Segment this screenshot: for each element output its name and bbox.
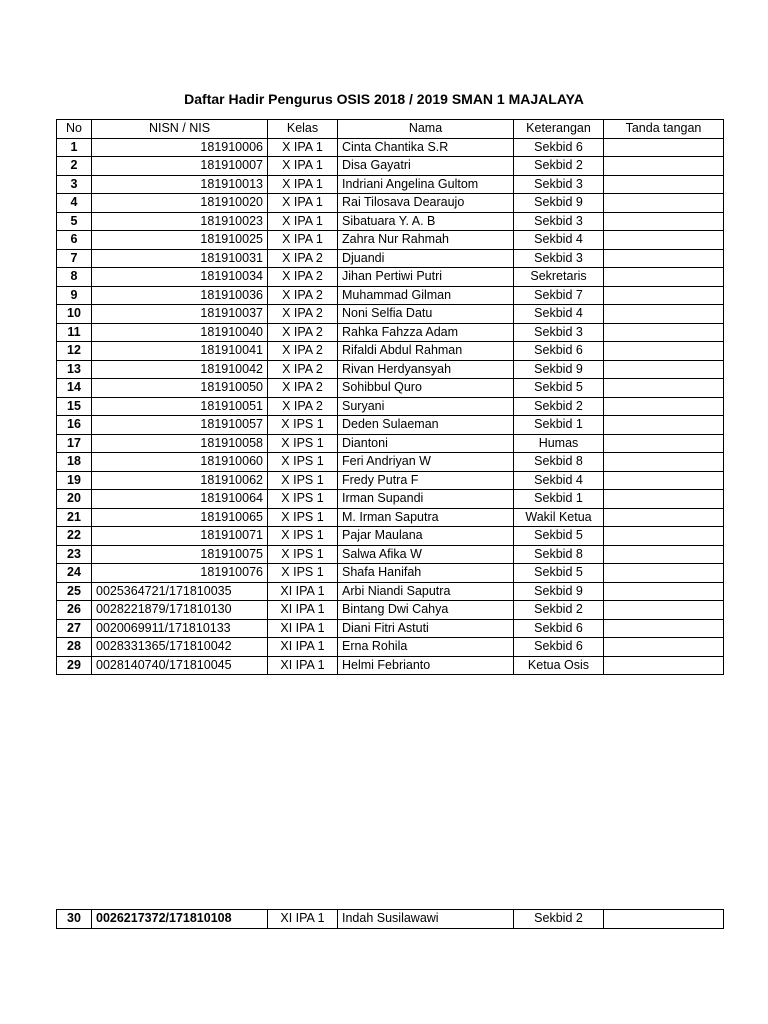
cell-nisn: 181910051 — [92, 397, 268, 416]
cell-kelas: X IPA 2 — [268, 305, 338, 324]
cell-kelas: X IPA 2 — [268, 249, 338, 268]
cell-keterangan: Sekbid 8 — [514, 545, 604, 564]
cell-keterangan: Sekbid 5 — [514, 527, 604, 546]
cell-kelas: X IPA 2 — [268, 286, 338, 305]
cell-nisn: 181910064 — [92, 490, 268, 509]
cell-keterangan: Sekbid 2 — [514, 157, 604, 176]
table-row — [57, 471, 724, 490]
cell-no: 28 — [57, 638, 92, 657]
cell-kelas: XI IPA 1 — [268, 656, 338, 675]
cell-nama: Irman Supandi — [338, 490, 514, 509]
cell-tanda-tangan — [604, 471, 724, 490]
cell-kelas: XI IPA 1 — [268, 619, 338, 638]
cell-no: 2 — [57, 157, 92, 176]
cell-nama: Feri Andriyan W — [338, 453, 514, 472]
cell-keterangan: Sekbid 1 — [514, 490, 604, 509]
table-row — [57, 268, 724, 287]
cell-nisn: 181910057 — [92, 416, 268, 435]
cell-nisn: 0028221879/171810130 — [92, 601, 268, 620]
cell-nama: Salwa Afika W — [338, 545, 514, 564]
cell-kelas: X IPS 1 — [268, 416, 338, 435]
cell-nisn: 181910037 — [92, 305, 268, 324]
cell-nama: Sibatuara Y. A. B — [338, 212, 514, 231]
cell-tanda-tangan — [604, 212, 724, 231]
cell-nisn: 181910031 — [92, 249, 268, 268]
cell-no: 27 — [57, 619, 92, 638]
cell-kelas: X IPA 1 — [268, 212, 338, 231]
table-row — [57, 323, 724, 342]
header-kelas: Kelas — [268, 120, 338, 139]
table-row — [57, 360, 724, 379]
cell-no: 7 — [57, 249, 92, 268]
cell-keterangan: Sekbid 3 — [514, 175, 604, 194]
table-row — [57, 910, 724, 929]
cell-nama: Cinta Chantika S.R — [338, 138, 514, 157]
table-row — [57, 527, 724, 546]
cell-tanda-tangan — [604, 175, 724, 194]
cell-nama: Erna Rohila — [338, 638, 514, 657]
cell-tanda-tangan — [604, 416, 724, 435]
cell-no: 18 — [57, 453, 92, 472]
cell-no: 15 — [57, 397, 92, 416]
cell-nama: Sohibbul Quro — [338, 379, 514, 398]
cell-kelas: X IPA 1 — [268, 138, 338, 157]
cell-keterangan: Sekbid 6 — [514, 342, 604, 361]
cell-tanda-tangan — [604, 194, 724, 213]
cell-nisn: 181910042 — [92, 360, 268, 379]
cell-kelas: X IPS 1 — [268, 490, 338, 509]
cell-tanda-tangan — [604, 249, 724, 268]
cell-nama: Rifaldi Abdul Rahman — [338, 342, 514, 361]
cell-keterangan: Sekbid 3 — [514, 323, 604, 342]
cell-keterangan: Sekbid 9 — [514, 582, 604, 601]
cell-no: 8 — [57, 268, 92, 287]
cell-nisn: 181910034 — [92, 268, 268, 287]
cell-tanda-tangan — [604, 656, 724, 675]
cell-no: 1 — [57, 138, 92, 157]
cell-tanda-tangan — [604, 638, 724, 657]
cell-nisn: 0020069911/171810133 — [92, 619, 268, 638]
cell-keterangan: Sekbid 3 — [514, 249, 604, 268]
table-row — [57, 286, 724, 305]
cell-nama: Zahra Nur Rahmah — [338, 231, 514, 250]
table-row — [57, 490, 724, 509]
table-row — [57, 231, 724, 250]
cell-nisn: 181910062 — [92, 471, 268, 490]
cell-nisn: 181910040 — [92, 323, 268, 342]
cell-nama: Fredy Putra F — [338, 471, 514, 490]
cell-nisn: 181910025 — [92, 231, 268, 250]
cell-keterangan: Sekbid 4 — [514, 305, 604, 324]
cell-nama: Noni Selfia Datu — [338, 305, 514, 324]
table-header-row — [57, 120, 724, 139]
cell-kelas: X IPS 1 — [268, 453, 338, 472]
cell-keterangan: Sekbid 6 — [514, 138, 604, 157]
cell-tanda-tangan — [604, 397, 724, 416]
cell-keterangan: Humas — [514, 434, 604, 453]
cell-tanda-tangan — [604, 138, 724, 157]
cell-nama: Bintang Dwi Cahya — [338, 601, 514, 620]
table-row — [57, 453, 724, 472]
cell-kelas: X IPS 1 — [268, 545, 338, 564]
cell-no: 30 — [57, 910, 92, 929]
cell-no: 19 — [57, 471, 92, 490]
cell-keterangan: Sekbid 6 — [514, 638, 604, 657]
cell-kelas: XI IPA 1 — [268, 582, 338, 601]
cell-kelas: XI IPA 1 — [268, 601, 338, 620]
cell-kelas: X IPA 1 — [268, 157, 338, 176]
cell-nisn: 181910023 — [92, 212, 268, 231]
table-row — [57, 508, 724, 527]
cell-nama: Indriani Angelina Gultom — [338, 175, 514, 194]
cell-nisn: 181910058 — [92, 434, 268, 453]
cell-tanda-tangan — [604, 910, 724, 929]
cell-nama: Indah Susilawawi — [338, 910, 514, 929]
cell-tanda-tangan — [604, 619, 724, 638]
cell-nisn: 181910020 — [92, 194, 268, 213]
cell-nama: Rahka Fahzza Adam — [338, 323, 514, 342]
cell-kelas: X IPS 1 — [268, 564, 338, 583]
cell-keterangan: Sekbid 4 — [514, 231, 604, 250]
cell-kelas: X IPA 1 — [268, 175, 338, 194]
cell-keterangan: Sekbid 6 — [514, 619, 604, 638]
table-row — [57, 416, 724, 435]
table-row — [57, 212, 724, 231]
table-row — [57, 249, 724, 268]
cell-kelas: X IPA 2 — [268, 360, 338, 379]
cell-tanda-tangan — [604, 157, 724, 176]
cell-nisn: 181910050 — [92, 379, 268, 398]
cell-no: 21 — [57, 508, 92, 527]
table-row — [57, 194, 724, 213]
cell-no: 24 — [57, 564, 92, 583]
cell-nama: Helmi Febrianto — [338, 656, 514, 675]
header-nisn: NISN / NIS — [92, 120, 268, 139]
table-row — [57, 582, 724, 601]
cell-no: 26 — [57, 601, 92, 620]
cell-no: 29 — [57, 656, 92, 675]
cell-nisn: 0025364721/171810035 — [92, 582, 268, 601]
table-row — [57, 342, 724, 361]
cell-tanda-tangan — [604, 268, 724, 287]
table-row — [57, 157, 724, 176]
cell-keterangan: Sekbid 5 — [514, 564, 604, 583]
cell-nama: Diani Fitri Astuti — [338, 619, 514, 638]
cell-nisn: 181910071 — [92, 527, 268, 546]
cell-nama: Arbi Niandi Saputra — [338, 582, 514, 601]
table-row — [57, 138, 724, 157]
cell-nisn: 181910041 — [92, 342, 268, 361]
cell-kelas: X IPS 1 — [268, 434, 338, 453]
cell-keterangan: Sekbid 2 — [514, 397, 604, 416]
cell-tanda-tangan — [604, 286, 724, 305]
table-row — [57, 619, 724, 638]
cell-nama: Jihan Pertiwi Putri — [338, 268, 514, 287]
cell-nisn: 0026217372/171810108 — [92, 910, 268, 929]
cell-tanda-tangan — [604, 545, 724, 564]
attendance-table — [56, 119, 724, 675]
cell-keterangan: Sekbid 2 — [514, 910, 604, 929]
cell-kelas: XI IPA 1 — [268, 910, 338, 929]
cell-no: 23 — [57, 545, 92, 564]
cell-keterangan: Ketua Osis — [514, 656, 604, 675]
cell-no: 5 — [57, 212, 92, 231]
cell-nisn: 181910006 — [92, 138, 268, 157]
cell-no: 17 — [57, 434, 92, 453]
cell-nama: Diantoni — [338, 434, 514, 453]
cell-kelas: XI IPA 1 — [268, 638, 338, 657]
cell-no: 14 — [57, 379, 92, 398]
cell-tanda-tangan — [604, 342, 724, 361]
cell-keterangan: Wakil Ketua — [514, 508, 604, 527]
cell-tanda-tangan — [604, 601, 724, 620]
cell-keterangan: Sekbid 9 — [514, 194, 604, 213]
document-title: Daftar Hadir Pengurus OSIS 2018 / 2019 SMAN 1 MAJALAYA — [184, 91, 584, 107]
cell-tanda-tangan — [604, 379, 724, 398]
cell-tanda-tangan — [604, 434, 724, 453]
attendance-table-continued — [56, 909, 724, 929]
table-row — [57, 434, 724, 453]
table-row — [57, 379, 724, 398]
cell-no: 4 — [57, 194, 92, 213]
cell-nama: Pajar Maulana — [338, 527, 514, 546]
cell-tanda-tangan — [604, 564, 724, 583]
cell-tanda-tangan — [604, 582, 724, 601]
cell-nisn: 181910013 — [92, 175, 268, 194]
cell-nama: Suryani — [338, 397, 514, 416]
cell-tanda-tangan — [604, 231, 724, 250]
header-nama: Nama — [338, 120, 514, 139]
cell-nisn: 0028140740/171810045 — [92, 656, 268, 675]
cell-no: 9 — [57, 286, 92, 305]
cell-kelas: X IPA 1 — [268, 194, 338, 213]
cell-no: 6 — [57, 231, 92, 250]
cell-kelas: X IPA 2 — [268, 268, 338, 287]
cell-no: 16 — [57, 416, 92, 435]
cell-keterangan: Sekbid 7 — [514, 286, 604, 305]
cell-no: 12 — [57, 342, 92, 361]
cell-kelas: X IPS 1 — [268, 527, 338, 546]
header-no: No — [57, 120, 92, 139]
cell-keterangan: Sekbid 8 — [514, 453, 604, 472]
table-body — [57, 138, 724, 675]
cell-keterangan: Sekbid 9 — [514, 360, 604, 379]
cell-nama: Disa Gayatri — [338, 157, 514, 176]
cell-no: 11 — [57, 323, 92, 342]
cell-nisn: 0028331365/171810042 — [92, 638, 268, 657]
cell-tanda-tangan — [604, 508, 724, 527]
table-row — [57, 175, 724, 194]
cell-kelas: X IPA 2 — [268, 397, 338, 416]
cell-keterangan: Sekretaris — [514, 268, 604, 287]
cell-kelas: X IPA 1 — [268, 231, 338, 250]
cell-kelas: X IPA 2 — [268, 379, 338, 398]
cell-no: 20 — [57, 490, 92, 509]
cell-tanda-tangan — [604, 453, 724, 472]
cell-nisn: 181910060 — [92, 453, 268, 472]
cell-keterangan: Sekbid 1 — [514, 416, 604, 435]
cell-tanda-tangan — [604, 527, 724, 546]
cell-nama: Deden Sulaeman — [338, 416, 514, 435]
cell-keterangan: Sekbid 2 — [514, 601, 604, 620]
table-row — [57, 305, 724, 324]
cell-nisn: 181910065 — [92, 508, 268, 527]
cell-kelas: X IPS 1 — [268, 508, 338, 527]
cell-no: 22 — [57, 527, 92, 546]
cell-tanda-tangan — [604, 305, 724, 324]
cell-tanda-tangan — [604, 323, 724, 342]
cell-nama: Muhammad Gilman — [338, 286, 514, 305]
table-row — [57, 601, 724, 620]
cell-nisn: 181910007 — [92, 157, 268, 176]
cell-nama: Shafa Hanifah — [338, 564, 514, 583]
cell-nisn: 181910076 — [92, 564, 268, 583]
cell-tanda-tangan — [604, 360, 724, 379]
cell-nama: Rivan Herdyansyah — [338, 360, 514, 379]
table-row — [57, 638, 724, 657]
cell-no: 13 — [57, 360, 92, 379]
cell-nisn: 181910036 — [92, 286, 268, 305]
cell-keterangan: Sekbid 3 — [514, 212, 604, 231]
header-tanda-tangan: Tanda tangan — [604, 120, 724, 139]
table-row — [57, 545, 724, 564]
cell-nama: Djuandi — [338, 249, 514, 268]
cell-tanda-tangan — [604, 490, 724, 509]
table-row — [57, 656, 724, 675]
cell-kelas: X IPA 2 — [268, 342, 338, 361]
cell-nama: M. Irman Saputra — [338, 508, 514, 527]
cell-keterangan: Sekbid 4 — [514, 471, 604, 490]
table-row — [57, 564, 724, 583]
table-row — [57, 397, 724, 416]
cell-no: 25 — [57, 582, 92, 601]
cell-nama: Rai Tilosava Dearaujo — [338, 194, 514, 213]
cell-kelas: X IPS 1 — [268, 471, 338, 490]
header-keterangan: Keterangan — [514, 120, 604, 139]
cell-nisn: 181910075 — [92, 545, 268, 564]
cell-keterangan: Sekbid 5 — [514, 379, 604, 398]
cell-no: 10 — [57, 305, 92, 324]
cell-kelas: X IPA 2 — [268, 323, 338, 342]
cell-no: 3 — [57, 175, 92, 194]
